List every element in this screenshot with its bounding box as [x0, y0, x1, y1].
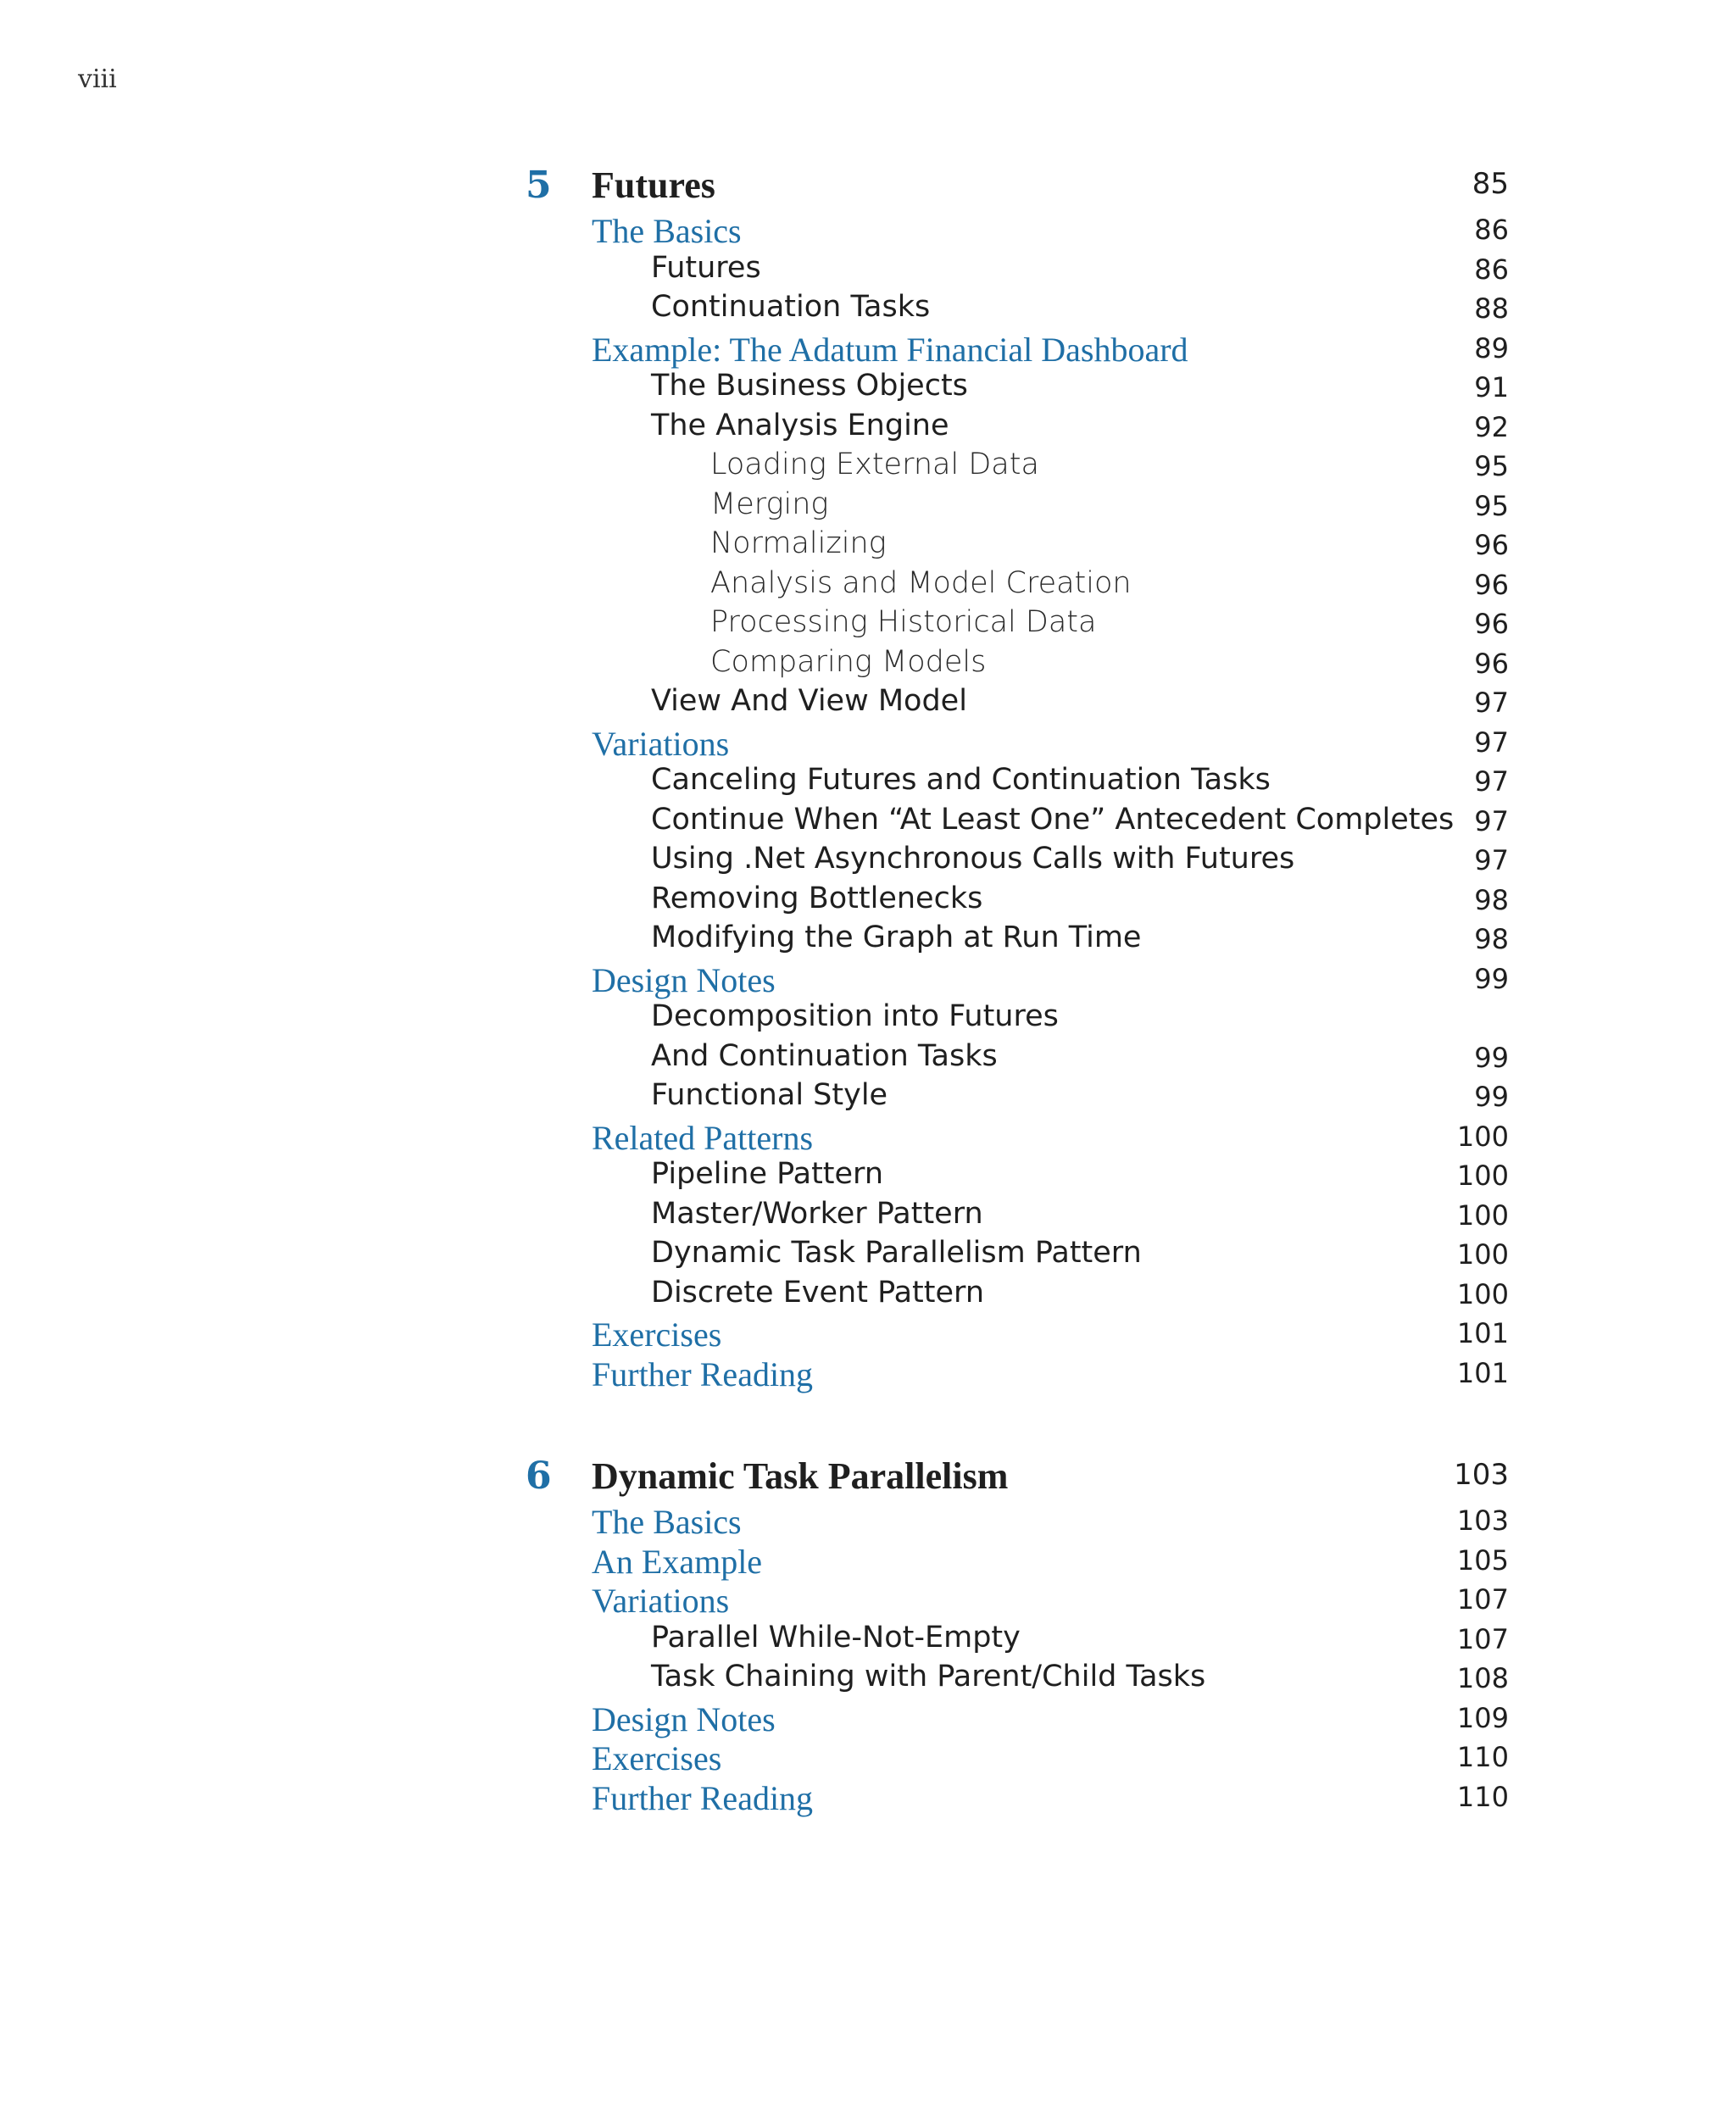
entry-page-number: 103 [1456, 1504, 1509, 1537]
entry-title: Comparing Models [710, 644, 987, 679]
toc-subsubsection-entry[interactable] [526, 448, 1509, 487]
toc-subsubsection-entry[interactable] [526, 645, 1509, 685]
entry-title: Related Patterns [592, 1118, 814, 1157]
chapter-entries [526, 211, 1509, 1393]
entry-title: Merging [710, 487, 829, 521]
entry-page-number: 99 [1474, 962, 1509, 995]
toc-subsection-entry[interactable] [526, 1621, 1509, 1660]
toc-subsection-entry[interactable] [526, 803, 1509, 843]
entry-page-number: 96 [1474, 647, 1509, 680]
entry-page-number: 100 [1456, 1199, 1509, 1232]
entry-title: Decomposition into Futures [651, 999, 1059, 1033]
entry-page-number: 99 [1474, 1041, 1509, 1074]
entry-page-number: 110 [1456, 1780, 1509, 1813]
entry-page-number: 97 [1474, 804, 1509, 837]
entry-title: Further Reading [592, 1778, 814, 1817]
entry-title: An Example [592, 1542, 763, 1581]
entry-page-number: 101 [1456, 1356, 1509, 1389]
entry-title: The Business Objects [651, 369, 968, 403]
toc-subsection-entry[interactable] [526, 684, 1509, 724]
entry-title: Modifying the Graph at Run Time [651, 920, 1142, 954]
entry-page-number: 91 [1474, 371, 1509, 403]
toc-section-entry[interactable] [526, 1542, 1509, 1582]
entry-title: Continue When “At Least One” Antecedent Completes [651, 802, 1455, 837]
chapter-number: 5 [526, 164, 552, 207]
toc-subsection-entry[interactable] [526, 409, 1509, 448]
toc-subsection-entry[interactable] [526, 763, 1509, 803]
entry-title: Variations [592, 1582, 730, 1620]
entry-page-number: 100 [1456, 1160, 1509, 1192]
entry-page-number: 98 [1474, 883, 1509, 916]
toc-section-entry[interactable] [526, 1778, 1509, 1818]
entry-page-number: 97 [1474, 844, 1509, 876]
entry-page-number: 105 [1456, 1543, 1509, 1577]
entry-page-number: 86 [1474, 253, 1509, 286]
toc-section-entry[interactable] [526, 330, 1509, 370]
entry-page-number: 98 [1474, 923, 1509, 955]
entry-page-number: 110 [1456, 1741, 1509, 1773]
entry-title: And Continuation Tasks [651, 1038, 998, 1073]
chapter-page-number: 85 [1472, 167, 1509, 201]
toc-section-entry[interactable] [526, 960, 1509, 1000]
entry-title: Analysis and Model Creation [710, 565, 1132, 600]
entry-page-number: 100 [1456, 1238, 1509, 1271]
entry-page-number: 92 [1474, 410, 1509, 443]
entry-title: Example: The Adatum Financial Dashboard [592, 330, 1188, 369]
toc-section-entry[interactable] [526, 1502, 1509, 1542]
entry-page-number: 100 [1456, 1120, 1509, 1153]
toc-subsection-entry[interactable] [526, 1197, 1509, 1237]
entry-title: Discrete Event Pattern [651, 1275, 984, 1310]
entry-title: The Basics [592, 212, 742, 250]
toc-section-entry[interactable] [526, 1699, 1509, 1739]
chapter-heading[interactable] [526, 1448, 1509, 1502]
chapter-heading[interactable] [526, 157, 1509, 211]
toc-section-entry[interactable] [526, 1118, 1509, 1158]
toc-subsection-entry[interactable] [526, 1660, 1509, 1699]
toc-subsection-entry[interactable] [526, 1157, 1509, 1197]
entry-title: Normalizing [710, 526, 887, 560]
entry-page-number: 95 [1474, 450, 1509, 482]
chapter-entries [526, 1502, 1509, 1817]
toc-subsubsection-entry[interactable] [526, 487, 1509, 527]
entry-title: Master/Worker Pattern [651, 1196, 983, 1231]
toc-section-entry[interactable] [526, 1581, 1509, 1621]
toc-subsection-entry[interactable] [526, 920, 1509, 960]
entry-page-number: 109 [1456, 1701, 1509, 1734]
entry-title: The Basics [592, 1503, 742, 1541]
entry-title: Task Chaining with Parent/Child Tasks [651, 1660, 1206, 1694]
entry-page-number: 95 [1474, 489, 1509, 522]
toc-section-entry[interactable] [526, 211, 1509, 251]
entry-title: Functional Style [651, 1078, 888, 1112]
toc-section-entry[interactable] [526, 1354, 1509, 1394]
entry-title: Loading External Data [710, 448, 1039, 481]
entry-title: Design Notes [592, 960, 776, 999]
toc-subsection-entry[interactable] [526, 290, 1509, 330]
toc-subsection-entry[interactable] [526, 882, 1509, 921]
entry-title: Processing Historical Data [710, 605, 1097, 639]
entry-title: Pipeline Pattern [651, 1157, 884, 1191]
entry-title: Canceling Futures and Continuation Tasks [651, 763, 1271, 797]
entry-page-number: 100 [1456, 1277, 1509, 1310]
entry-title: Exercises [592, 1739, 722, 1777]
entry-title: Continuation Tasks [651, 290, 931, 324]
toc-subsection-entry[interactable] [526, 842, 1509, 882]
chapter-title: Futures [592, 164, 715, 206]
entry-title: Dynamic Task Parallelism Pattern [651, 1236, 1142, 1270]
page-number: viii [78, 64, 117, 94]
entry-page-number: 108 [1456, 1662, 1509, 1694]
entry-page-number: 96 [1474, 608, 1509, 640]
entry-title: Further Reading [592, 1354, 814, 1393]
entry-title: Design Notes [592, 1699, 776, 1738]
chapter-page-number: 103 [1454, 1458, 1509, 1492]
entry-page-number: 97 [1474, 765, 1509, 798]
toc-subsection-entry[interactable] [526, 369, 1509, 409]
toc-subsection-entry[interactable] [526, 999, 1509, 1039]
toc-section-entry[interactable] [526, 724, 1509, 764]
entry-page-number: 89 [1474, 331, 1509, 364]
entry-page-number: 107 [1456, 1583, 1509, 1616]
entry-page-number: 97 [1474, 726, 1509, 759]
entry-title: Exercises [592, 1315, 722, 1354]
table-of-contents [526, 157, 1509, 1872]
toc-subsection-entry[interactable] [526, 1236, 1509, 1276]
entry-title: Using .Net Asynchronous Calls with Futures [651, 842, 1295, 876]
toc-subsubsection-entry[interactable] [526, 566, 1509, 606]
entry-page-number: 101 [1456, 1317, 1509, 1349]
entry-page-number: 88 [1474, 292, 1509, 325]
entry-page-number: 99 [1474, 1081, 1509, 1113]
toc-subsection-entry[interactable] [526, 251, 1509, 291]
entry-page-number: 107 [1456, 1622, 1509, 1655]
toc-subsection-entry[interactable] [526, 1039, 1509, 1079]
toc-subsection-entry[interactable] [526, 1276, 1509, 1315]
entry-title: Futures [651, 250, 761, 285]
toc-section-entry[interactable] [526, 1738, 1509, 1778]
entry-title: The Analysis Engine [651, 408, 949, 442]
entry-title: Variations [592, 724, 730, 763]
chapter-6 [526, 1448, 1509, 1817]
chapter-title: Dynamic Task Parallelism [592, 1455, 1009, 1497]
entry-page-number: 96 [1474, 529, 1509, 561]
entry-title: View And View Model [651, 684, 967, 718]
chapter-5 [526, 157, 1509, 1393]
entry-title: Parallel While-Not-Empty [651, 1620, 1021, 1655]
entry-page-number: 86 [1474, 214, 1509, 246]
toc-section-entry[interactable] [526, 1315, 1509, 1354]
entry-page-number: 96 [1474, 568, 1509, 601]
toc-subsection-entry[interactable] [526, 1078, 1509, 1118]
toc-subsubsection-entry[interactable] [526, 605, 1509, 645]
entry-title: Removing Bottlenecks [651, 881, 983, 915]
toc-subsubsection-entry[interactable] [526, 526, 1509, 566]
entry-page-number: 97 [1474, 687, 1509, 719]
chapter-number: 6 [526, 1454, 552, 1498]
